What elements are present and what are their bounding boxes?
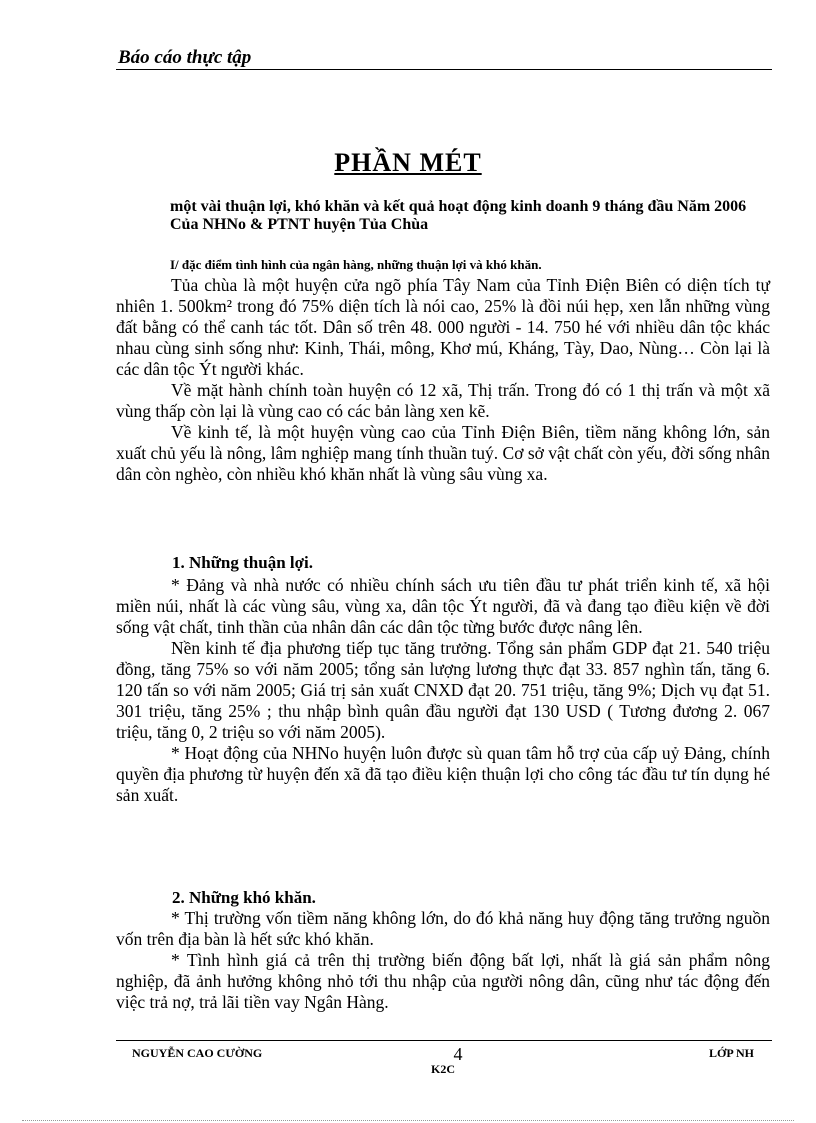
header-title: Báo cáo thực tập xyxy=(118,47,252,68)
advantages-paragraph: Nền kinh tế địa phương tiếp tục tăng trưởng. Tổng sản phẩm GDP đạt 21. 540 triệu đồng, tăng 75% so với năm 2005; tổng sản lượng lương thực đạt 33. 857 nghìn tấn, tăng 6. 120 tấn so với năm 2005; Giá trị sản xuất CNXD đạt 20. 751 triệu, tăng 9%; Dịch vụ đạt 51. 301 triệu, tăng 25% ; thu nhập bình quân đầu người đạt 130 USD ( Tương đương 2. 067 triệu, tăng 0, 2 triệu so với năm 2005). xyxy=(116,638,770,742)
page-number: 4 xyxy=(453,1044,463,1064)
intro-paragraph: Về kinh tế, là một huyện vùng cao của Tỉnh Điện Biên, tiềm năng không lớn, sản xuất chủ yếu là nông, lâm nghiệp mang tính thuần tuý. Cơ sở vật chất còn yếu, đời sống nhân dân còn nghèo, còn nhiều khó khăn nhất là vùng sâu vùng xa. xyxy=(116,422,770,484)
footer-author: NGUYỄN CAO CƯỜNG xyxy=(132,1046,263,1060)
footer-class-code: K2C xyxy=(431,1062,455,1076)
document-subtitle: một vài thuận lợi, khó khăn và kết quả hoạt động kinh doanh 9 tháng đầu Năm 2006 Của NHNo & PTNT huyện Tủa Chùa xyxy=(170,198,747,233)
difficulties-paragraph: * Thị trường vốn tiềm năng không lớn, do đó khả năng huy động tăng trưởng nguồn vốn trên địa bàn là hết sức khó khăn. xyxy=(116,908,770,949)
intro-paragraph: Tủa chùa là một huyện cửa ngõ phía Tây Nam của Tỉnh Điện Biên có diện tích tự nhiên 1. 500km² trong đó 75% diện tích là nói cao, 25% là đồi núi hẹp, xen lẫn những vùng đất bằng có thể canh tác tốt. Dân số trên 48. 000 người - 14. 750 hé với nhiều dân tộc khác nhau cùng sinh sống như: Kinh, Thái, mông, Khơ mú, Kháng, Tày, Dao, Nùng… Còn lại là các dân tộc Ýt người khác. xyxy=(116,275,770,379)
difficulties-heading: 2. Những khó khăn. xyxy=(172,888,316,907)
footer-divider xyxy=(116,1040,772,1041)
footer-class-label: LỚP NH xyxy=(708,1046,754,1060)
difficulties-body xyxy=(116,908,770,1013)
difficulties-paragraph: * Tình hình giá cả trên thị trường biến động bất lợi, nhất là giá sản phẩm nông nghiệp, đã ảnh hưởng không nhỏ tới thu nhập của người nông dân, cũng như tác động đến việc trả nợ, trả lãi tiền vay Ngân Hàng. xyxy=(116,950,770,1012)
advantages-body xyxy=(116,575,770,806)
advantages-paragraph: * Đảng và nhà nước có nhiều chính sách ưu tiên đầu tư phát triển kinh tế, xã hội miền núi, nhất là các vùng sâu, vùng xa, dân tộc Ýt người, đã và đang tạo điều kiện về đời sống vật chất, tinh thần của nhân dân các dân tộc từng bước được nâng lên. xyxy=(116,575,770,637)
header-divider xyxy=(116,69,772,70)
intro-paragraph: Về mặt hành chính toàn huyện có 12 xã, Thị trấn. Trong đó có 1 thị trấn và một xã vùng thấp còn lại là vùng cao có các bản làng xen kẽ. xyxy=(116,380,770,421)
section-heading-1: I/ đặc điểm tình hình của ngân hàng, những thuận lợi và khó khăn. xyxy=(170,257,542,272)
advantages-heading: 1. Những thuận lợi. xyxy=(172,553,314,572)
advantages-paragraph: * Hoạt động của NHNo huyện luôn được sù quan tâm hỗ trợ của cấp uỷ Đảng, chính quyền địa phương từ huyện đến xã đã tạo điều kiện thuận lợi cho công tác đầu tư tín dụng hé sản xuất. xyxy=(116,743,770,805)
page-edge xyxy=(22,1120,794,1121)
page-title: PHẦN MÉT xyxy=(334,148,482,177)
intro-body xyxy=(116,275,770,485)
